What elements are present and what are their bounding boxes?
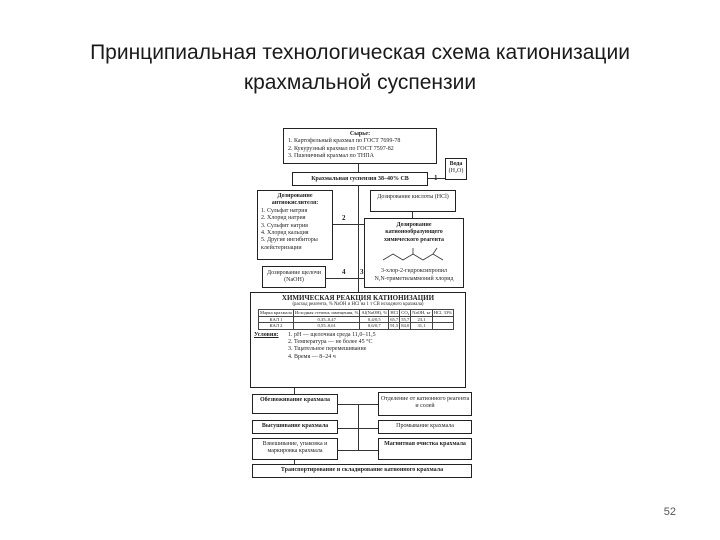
raw-materials-heading: Сырье: [349, 131, 371, 137]
magnetic-box [378, 438, 472, 460]
packing-label: Взвешивание, упаковка и маркировка крахмала [262, 441, 328, 455]
table-header: HCl, 33% [433, 310, 453, 316]
conditions-block [254, 332, 462, 362]
page-number: 52 [663, 506, 676, 518]
step-number: 4 [342, 268, 346, 276]
raw-materials-box [283, 128, 437, 164]
reagent-structure-icon [379, 246, 449, 266]
rinse-box [378, 420, 472, 434]
reaction-box [250, 292, 466, 388]
connector-line [358, 186, 359, 292]
connector-line [294, 460, 295, 464]
table-cell [432, 323, 453, 329]
magnetic-label: Магнитная очистка крахмала [384, 441, 466, 447]
reagent-formula-1: 3-хлор-2-гидроксипропил [381, 268, 447, 275]
connector-line [294, 388, 295, 394]
table-cell: 31,1 [411, 323, 432, 329]
table-cell: 0,55–0,61 [293, 323, 360, 329]
antioxidant-heading: Дозирование антиокислителя: [271, 193, 319, 207]
antioxidant-item: 5. Другие ингибиторы клейстеризации [261, 237, 318, 251]
reaction-title: ХИМИЧЕСКАЯ РЕАКЦИЯ КАТИОНИЗАЦИИ [281, 294, 435, 302]
table-cell: 91,5 [390, 323, 399, 329]
table-cell: 65,7 [390, 316, 399, 322]
drying-label: Высушивание крахмала [261, 423, 329, 429]
antioxidant-item: 2. Хлорид натрия [261, 215, 306, 222]
acid-box [370, 190, 456, 212]
acid-label: Дозирование кислоты (HCl) [377, 194, 449, 200]
table-header: Марка крахмала [260, 310, 292, 316]
table-cell: 55,7 [401, 316, 410, 322]
connector-line [358, 404, 359, 450]
antioxidant-item: 4. Хлорид кальция [261, 230, 309, 237]
connector-line [428, 178, 445, 179]
water-formula: (H₂O) [448, 168, 464, 175]
table-cell: 84,0 [401, 323, 410, 329]
slide-title-line-2: крахмальной суспензии [243, 71, 477, 94]
alkali-box [262, 266, 326, 288]
step-number: 2 [342, 214, 346, 222]
slide-title-line-1: Принципиальная технологическая схема катионизации [90, 41, 630, 64]
reaction-subtitle: (расход реагента, % NaOH и HCl на 1 т СВ исходного крахмала) [292, 302, 424, 308]
water-label: Вода [449, 161, 463, 167]
drying-box [252, 420, 338, 434]
table-header: Исходная степень замещения, % [294, 310, 359, 316]
antioxidant-box [257, 190, 333, 260]
antioxidant-item: 1. Сульфат натрия [261, 207, 308, 214]
connector-line [338, 450, 378, 451]
alkali-label: Дозирование щелочи (NaOH) [266, 270, 322, 284]
water-box [445, 158, 467, 180]
transport-label: Транспортирование и складирование катионного крахмала [280, 467, 444, 473]
table-header: HCl [390, 310, 399, 316]
raw-material-item: 3. Пшеничный крахмал по ТНПА [288, 153, 374, 160]
raw-material-item: 2. Кукурузный крахмал по ГОСТ 7597-82 [288, 145, 394, 152]
separation-label: Отделение от катионного реагента и солей [380, 396, 470, 410]
transport-box [252, 464, 472, 478]
separation-box [378, 392, 472, 416]
connector-line [338, 428, 378, 429]
condition-item: 2. Температура — не более 45 °C [288, 339, 373, 346]
suspension-box [292, 172, 428, 186]
dewatering-label: Обезвоживание крахмала [259, 397, 331, 403]
table-cell: 0,4/0,5 [360, 316, 389, 322]
reagent-formula-2: N,N-триметиламмоний хлорид [374, 275, 454, 282]
table-cell: 0,6/0,7 [360, 323, 389, 329]
raw-material-item: 1. Картофельный крахмал по ГОСТ 7699-78 [288, 138, 401, 145]
table-cell: 0,35–0,47 [293, 316, 360, 322]
packing-box [252, 438, 338, 460]
condition-item: 3. Тщательное перемешивание [288, 346, 367, 353]
cationic-reagent-box [364, 218, 464, 288]
reaction-table [258, 309, 454, 329]
connector-line [333, 224, 364, 225]
slide-title [40, 38, 680, 98]
suspension-label: Крахмальная суспензия 38–40% СВ [311, 176, 409, 182]
connector-line [358, 164, 359, 172]
table-row [259, 323, 454, 329]
step-number: 3 [360, 268, 364, 276]
connector-line [412, 212, 413, 218]
table-header: Al(NaOH), % [361, 310, 388, 316]
table-cell: КАЛ 2 [259, 323, 294, 329]
table-header: СO₂ [401, 310, 410, 316]
condition-item: 1. pH — щелочная среда 11,0–11,5 [288, 331, 376, 338]
dewatering-box [252, 394, 338, 414]
rinse-label: Промывание крахмала [396, 423, 454, 429]
reagent-label: Дозирование катионообразующего химического реагента [383, 222, 445, 243]
antioxidant-item: 3. Сульфит натрия [261, 222, 308, 229]
conditions-list [288, 332, 376, 362]
conditions-heading: Условия: [254, 331, 279, 338]
condition-item: 4. Время — 8–24 ч [288, 353, 336, 360]
table-header: NaOH, кг [412, 310, 431, 316]
table-cell: 23,1 [411, 316, 432, 322]
table-cell: КАЛ 1 [259, 316, 294, 322]
